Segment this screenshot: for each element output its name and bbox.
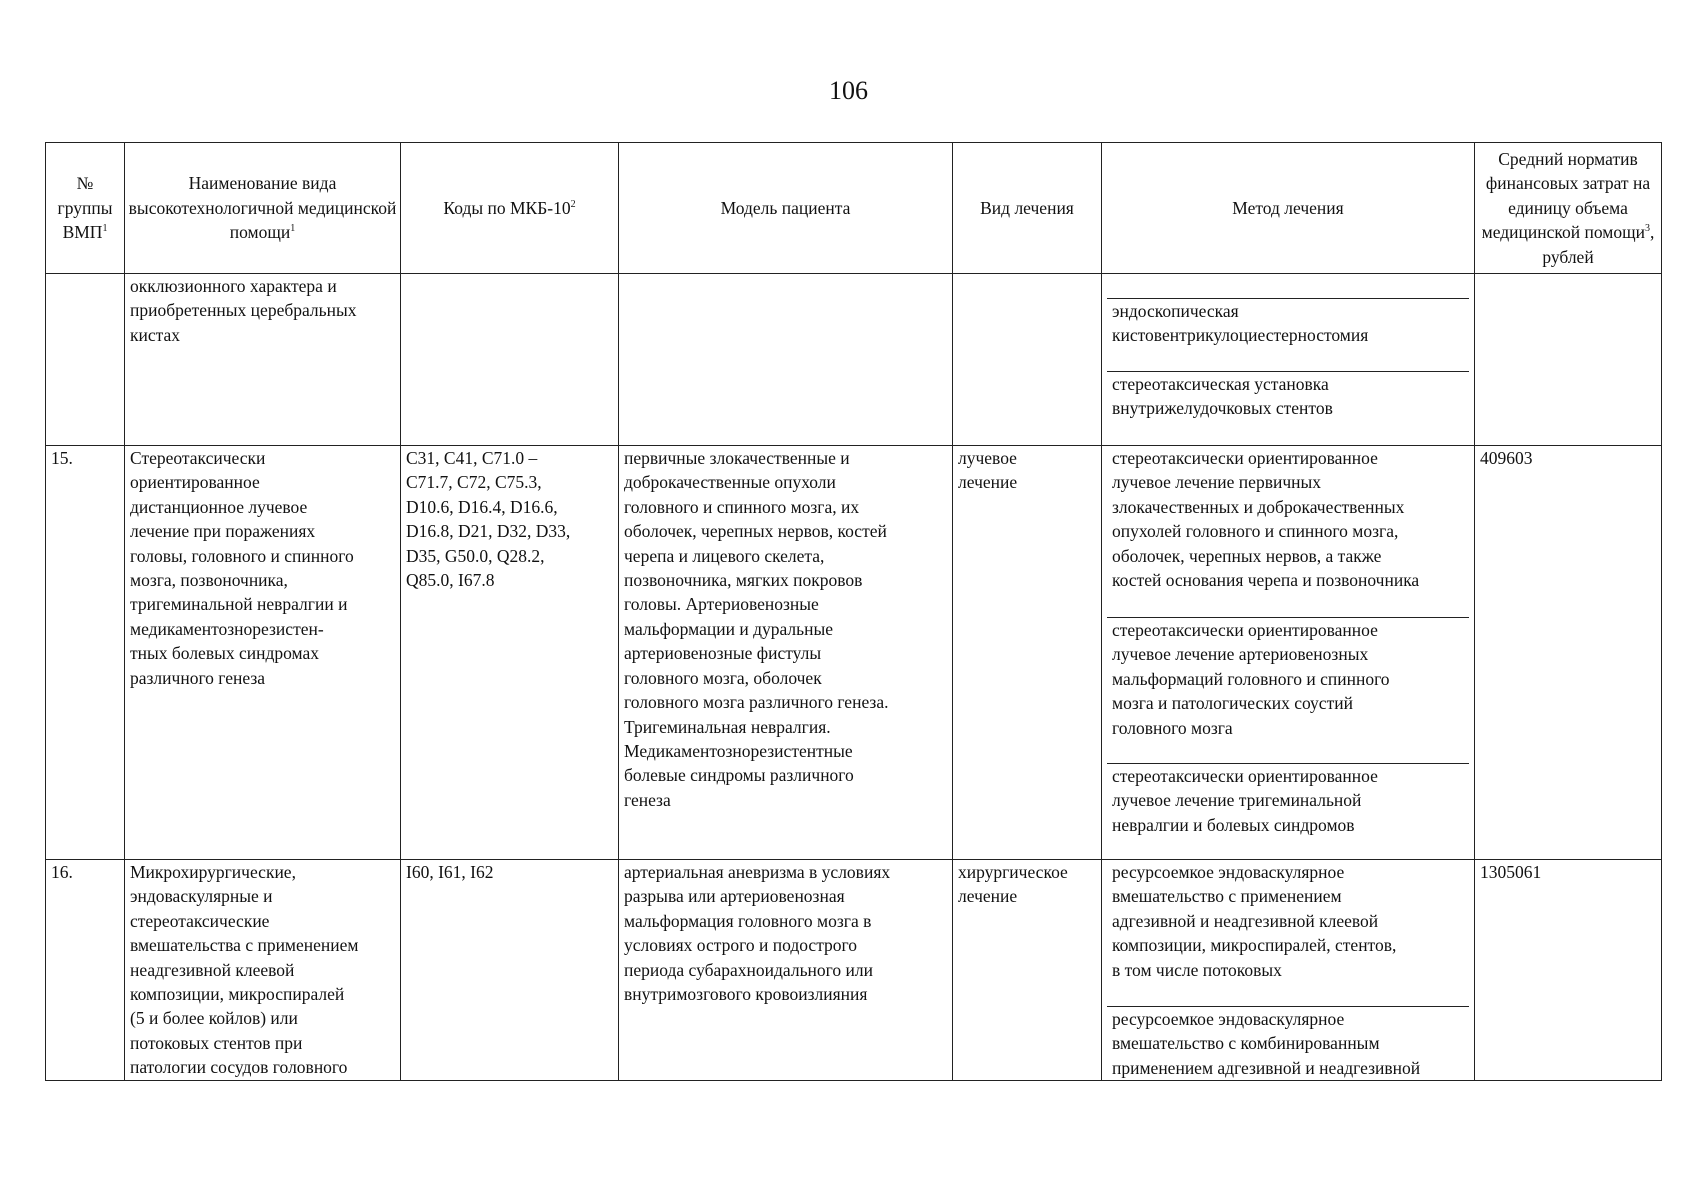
method-cell	[1102, 860, 1475, 1081]
cost-cell	[1475, 274, 1662, 446]
header-model: Модель пациента	[619, 143, 953, 274]
header-name: Наименование вида высокотехнологичной медицинской помощи$^1$	[125, 143, 401, 274]
icd-codes-cell: I60, I61, I62	[401, 860, 619, 1081]
table-row	[46, 860, 1662, 1081]
table-row	[46, 446, 1662, 860]
method-cell	[1102, 274, 1475, 446]
method-item: ресурсоемкое эндоваскулярное вмешательство с применением адгезивной и неадгезивной клеевой композиции, микроспиралей, стентов, в том числе потоковых	[1112, 862, 1397, 980]
method-item: стереотаксически ориентированное лучевое лечение первичных злокачественных и доброкачественных опухолей головного и спинного мозга, оболочек, черепных нервов, а также костей основания черепа и позвоночника	[1112, 448, 1420, 591]
treatment-type-cell: лучевое лечение	[953, 446, 1102, 860]
header-group: № группы ВМП$^1$	[46, 143, 125, 274]
method-item: стереотаксически ориентированное лучевое лечение артериовенозных мальформаций головного и спинного мозга и патологических соустий головного мозга	[1107, 617, 1469, 763]
page-number: 106	[829, 76, 868, 105]
cost-cell: 409603	[1475, 446, 1662, 860]
table-row	[46, 274, 1662, 446]
group-number-cell	[46, 274, 125, 446]
header-codes: Коды по МКБ-$10^2$	[401, 143, 619, 274]
care-name-cell: Стереотаксически ориентированное дистанционное лучевое лечение при поражениях головы, головного и спинного мозга, позвоночника, тригеминальной невралгии и медикаментознорезистен- тных болевых синдромах различного генеза	[125, 446, 401, 860]
patient-model-cell: артериальная аневризма в условиях разрыва или артериовенозная мальформация головного мозга в условиях острого и подострого периода субарахноидального или внутримозгового кровоизлияния	[619, 860, 953, 1081]
patient-model-cell	[619, 274, 953, 446]
group-number-cell: 16.	[46, 860, 125, 1081]
icd-codes-cell	[401, 274, 619, 446]
care-name-cell: Микрохирургические, эндоваскулярные и стереотаксические вмешательства с применением неадгезивной клеевой композиции, микроспиралей (5 и более койлов) или потоковых стентов при патологии сосудов головного	[125, 860, 401, 1081]
header-method: Метод лечения	[1102, 143, 1475, 274]
method-item: стереотаксическая установка внутрижелудочковых стентов	[1107, 371, 1469, 445]
care-name-cell: окклюзионного характера и приобретенных церебральных кистах	[125, 274, 401, 446]
header-cost: Средний норматив финансовых затрат на единицу объема медицинской помощи$^3$, рублей	[1475, 143, 1662, 274]
method-cell	[1102, 446, 1475, 860]
method-item: эндоскопическая кистовентрикулоциестерностомия	[1107, 298, 1469, 371]
table-header-row	[46, 143, 1662, 274]
treatment-type-cell	[953, 274, 1102, 446]
method-item: ресурсоемкое эндоваскулярное вмешательство с комбинированным применением адгезивной и неадгезивной	[1107, 1006, 1469, 1079]
method-item: стереотаксически ориентированное лучевое лечение тригеминальной невралгии и болевых синдромов	[1107, 763, 1469, 859]
vmp-table	[45, 142, 1662, 1081]
icd-codes-cell: C31, C41, C71.0 – C71.7, C72, C75.3, D10.6, D16.4, D16.6, D16.8, D21, D32, D33, D35, G50.0, Q28.2, Q85.0, I67.8	[401, 446, 619, 860]
treatment-type-cell: хирургическое лечение	[953, 860, 1102, 1081]
patient-model-cell: первичные злокачественные и доброкачественные опухоли головного и спинного мозга, их оболочек, черепных нервов, костей черепа и лицевого скелета, позвоночника, мягких покровов головы. Артериовенозные мальформации и дуральные артериовенозные фистулы головного мозга, оболочек головного мозга различного генеза. Тригеминальная невралгия. Медикаментознорезистентные болевые синдромы различного генеза	[619, 446, 953, 860]
group-number-cell: 15.	[46, 446, 125, 860]
cost-cell: 1305061	[1475, 860, 1662, 1081]
header-treatment: Вид лечения	[953, 143, 1102, 274]
method-item	[1107, 274, 1469, 298]
